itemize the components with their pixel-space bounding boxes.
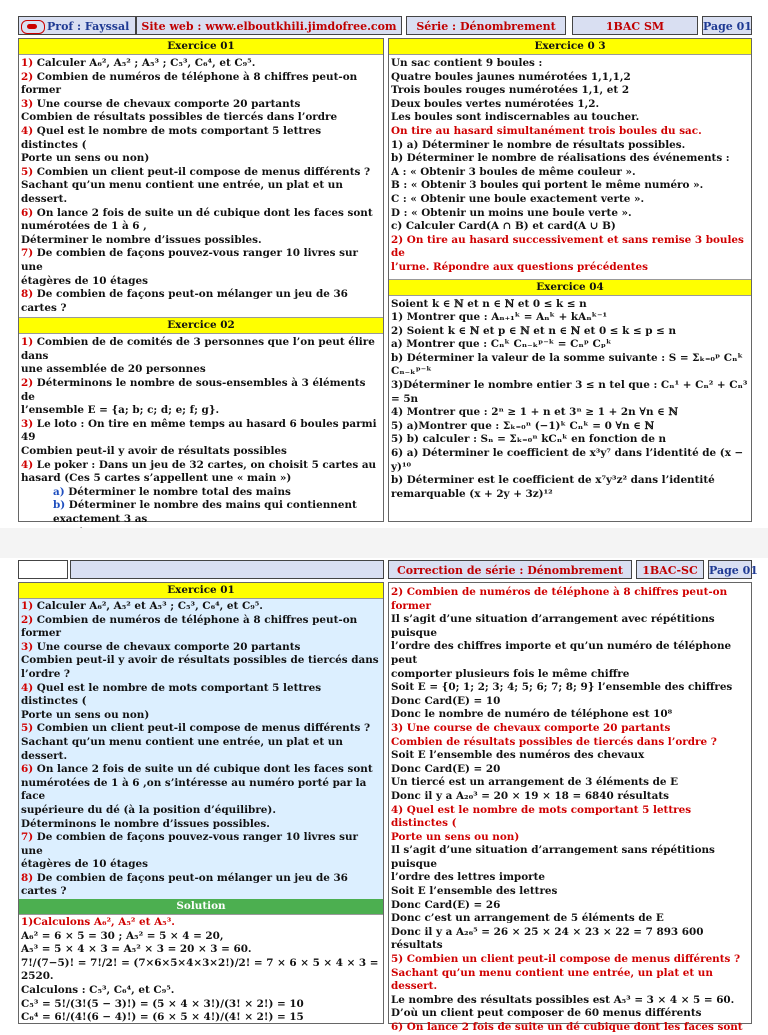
ex04-body [389,296,751,502]
ex02-line [19,418,383,445]
ex04-line: 6) a) Déterminer le coefficient de x³y⁷ dans l’identité de (x − y)¹⁰ [391,447,744,473]
page-gap [0,528,768,558]
ex01b-num: 2) [21,613,34,626]
ex03-line: 2) On tire au hasard successivement et sans remise 3 boules de [391,233,744,260]
ex02-text: Déterminer le nombre des mains qui contiennent [65,499,357,512]
correction-line: 6) On lance 2 fois de suite un dé cubique dont les faces sont [391,1021,743,1033]
ex02-line [19,404,383,418]
correction-line: D’où un client peut composer de 60 menus différents [391,1007,702,1020]
ex03-line: b) Déterminer le nombre de réalisations des événements : [391,152,730,165]
ex01b-title: Exercice 01 [19,583,383,599]
ex02-text: Déterminer le nombre total des mains [64,485,291,498]
ex03-body [389,55,751,275]
ex04-line: Soient k ∈ ℕ et n ∈ ℕ et 0 ≤ k ≤ n [391,297,587,310]
ex02-num: 2) [21,377,34,390]
ex01b-line [19,736,383,763]
ex02-line [19,472,383,486]
ex02-body [19,334,383,554]
ex01b-text: On lance 2 fois de suite un dé cubique dont les faces sont [33,763,373,776]
ex01b-text: Déterminons le nombre d’issues possibles. [21,817,270,830]
bottom-right-column [388,582,752,1033]
bottom-header-blank2 [70,560,384,579]
solution-line: Calculons : C₅³, C₆⁴, et C₉⁵. [21,984,175,997]
ex01-text: Porte un sens ou non) [21,152,150,165]
ex01b-text: Quel est le nombre de mots comportant 5 lettres distinctes ( [21,681,322,708]
ex01-line [19,152,383,166]
ex01-line [19,288,383,315]
ex01-text: Sachant qu’un menu contient une entrée, un plat et un dessert. [21,179,343,205]
ex03-line: Quatre boules jaunes numérotées 1,1,1,2 [391,70,631,83]
correction-line: Donc il y a A₂₆⁵ = 26 × 25 × 24 × 23 × 22 = 7 893 600 résultats [391,925,704,952]
ex01b-text: Combien peut-il y avoir de résultats possibles de tiercés dans [21,654,379,667]
ex02-num: 4) [21,458,34,471]
ex01b-text: Combien de numéros de téléphone à 8 chiffres peut-on former [21,613,358,640]
ex03-line: c) Calculer Card(A ∩ B) et card(A ∪ B) [391,220,616,233]
ex01b-line [19,600,383,614]
ex01b-text: Calculer A₆², A₅² et A₅³ ; C₅³, C₆⁴, et C₉⁵. [33,600,263,612]
site-link[interactable]: Site web : www.elboutkhili.jimdofree.com [141,20,397,33]
header-prof [18,16,136,35]
ex01b-text: Une course de chevaux comporte 20 partants [33,640,301,653]
ex01b-text: De combien de façons pouvez-vous ranger 10 livres sur une [21,831,359,857]
solution-line: A₅³ = 5 × 4 × 3 = A₅² × 3 = 20 × 3 = 60. [21,943,252,956]
ex01b-line [19,668,383,682]
ex01b-num: 8) [21,871,34,884]
correction-line: Donc il y a A₂₀³ = 20 × 19 × 18 = 6840 résultats [391,789,669,802]
ex03-line: A : « Obtenir 3 boules de même couleur ». [391,165,636,178]
ex03-line: Les boules sont indiscernables au toucher. [391,111,640,124]
header-site[interactable] [136,16,402,35]
ex02-line [19,486,383,500]
ex04-line: 4) Montrer que : 2ⁿ ≥ 1 + n et 3ⁿ ≥ 1 + 2n ∀n ∈ ℕ [391,406,678,419]
ex01b-line [19,614,383,641]
ex01-line [19,234,383,248]
correction-line: 4) Quel est le nombre de mots comportant 5 lettres distinctes ( [391,803,692,830]
ex01-text: Quel est le nombre de mots comportant 5 lettres distinctes ( [21,124,322,151]
ex01-line [19,275,383,289]
ex02-text: exactement 3 as [53,513,148,525]
ex03-line: 1) a) Déterminer le nombre de résultats possibles. [391,138,686,151]
ex01-line [19,207,383,221]
ex02-line [19,459,383,473]
ex03-line: Deux boules vertes numérotées 1,2. [391,97,600,110]
solution-body [19,915,383,1025]
ex01-line [19,220,383,234]
ex01b-line [19,804,383,818]
correction-line: Il s’agit d’une situation d’arrangement avec répétitions puisque [391,613,715,639]
ex02-line [19,499,383,513]
correction-line: Porte un sens ou non) [391,830,520,843]
ex01-text: On lance 2 fois de suite un dé cubique dont les faces sont [33,206,373,219]
ex04-line: 1) Montrer que : Aₙ₊₁ᵏ = Aₙᵏ + kAₙᵏ⁻¹ [391,311,608,324]
ex02-num: 1) [21,336,34,349]
logo-icon [21,20,45,34]
ex01b-num: 5) [21,722,34,735]
ex01b-line [19,777,383,804]
correction-line: Il s’agit d’une situation d’arrangement sans répétitions puisque [391,844,715,870]
correction-line: 3) Une course de chevaux comporte 20 partants [391,721,671,734]
ex03-line: l’urne. Répondre aux questions précédentes [391,260,649,273]
ex03-title: Exercice 0 3 [389,39,751,55]
ex01-text: Combien un client peut-il compose de menus différents ? [33,165,371,178]
ex01-text: Une course de chevaux comporte 20 partants [33,97,301,110]
ex01b-line [19,709,383,723]
ex01b-line [19,872,383,899]
ex01-num: 6) [21,206,34,219]
ex01b-body [19,599,383,899]
correction-line: Soit E l’ensemble des numéros des chevaux [391,749,645,762]
ex02-line [19,445,383,459]
ex01-num: 3) [21,97,34,110]
ex01-text: numérotées de 1 à 6 , [21,220,147,233]
ex04-line: 2) Soient k ∈ ℕ et p ∈ ℕ et n ∈ ℕ et 0 ≤ k ≤ p ≤ n [391,324,677,337]
ex01b-line [19,763,383,777]
ex04-title: Exercice 04 [389,279,751,296]
ex01b-line [19,654,383,668]
ex01-title: Exercice 01 [19,39,383,55]
ex01-text: Calculer A₆², A₅² ; A₅³ ; C₅³, C₆⁴, et C₉⁵. [33,57,256,69]
ex02-text: Déterminons le nombre de sous-ensembles à 3 éléments de [21,377,366,403]
solution-line: C₅³ = 5!/(3!(5 − 3)!) = (5 × 4 × 3!)/(3! × 2!) = 10 [21,997,304,1010]
ex01-text: De combien de façons pouvez-vous ranger 10 livres sur une [21,247,359,273]
ex04-line: 5) a)Montrer que : Σₖ₌₀ⁿ (−1)ᵏ Cₙᵏ = 0 ∀n ∈ ℕ [391,419,655,432]
ex01b-num: 3) [21,640,34,653]
ex04-line: 3)Déterminer le nombre entier 3 ≤ n tel que : Cₙ¹ + Cₙ² + Cₙ³ = 5n [391,379,748,405]
bottom-header-blank [18,560,68,579]
ex01-num: 1) [21,57,34,69]
ex01-line [19,98,383,112]
ex01b-line [19,858,383,872]
ex01-num: 7) [21,247,34,260]
correction-line: Soit E l’ensemble des lettres [391,885,558,898]
ex01-num: 2) [21,70,34,83]
correction-line: Un tiercé est un arrangement de 3 éléments de E [391,776,678,789]
correction-line: l’ordre des lettres importe [391,871,546,884]
ex01-line [19,179,383,206]
ex04-line: 5) b) calculer : Sₙ = Σₖ₌₀ⁿ kCₙᵏ en fonction de n [391,433,667,446]
prof-label: Prof : Fayssal [47,20,130,33]
ex01b-text: l’ordre ? [21,667,71,680]
correction-line: 2) Combien de numéros de téléphone à 8 chiffres peut-on former [391,586,728,612]
ex02-text: hasard (Ces 5 cartes s’appellent une « main ») [21,472,292,485]
solution-line: 7!/(7−5)! = 7!/2! = (7×6×5×4×3×2!)/2! = 7 × 6 × 5 × 4 × 3 = 2520. [21,956,379,983]
ex02-text: Le loto : On tire en même temps au hasard 6 boules parmi 49 [21,417,377,444]
left-column [18,38,384,525]
correction-line: Combien de résultats possibles de tiercés dans l’ordre ? [391,735,717,748]
ex01-line [19,57,383,71]
ex02-text: Combien peut-il y avoir de résultats possibles [21,445,287,458]
ex01-text: étagères de 10 étages [21,274,149,287]
ex01b-line [19,722,383,736]
header-serie: Série : Dénombrement [406,16,566,35]
ex01b-num: 1) [21,600,34,612]
bottom-left-column [18,582,384,1024]
ex02-line [19,336,383,363]
ex01b-text: supérieure du dé (à la position d’équilibre). [21,803,276,816]
ex02-num: a) [53,485,65,498]
ex03-line: D : « Obtenir un moins une boule verte ». [391,206,632,219]
bottom-sheet [18,560,758,1033]
header-level: 1BAC SM [572,16,698,35]
solution-title: Solution [19,899,383,915]
ex04-line: a) Montrer que : Cₙᵏ Cₙ₋ₖᵖ⁻ᵏ = Cₙᵖ Cₚᵏ [391,338,612,351]
bottom-header-correction: Correction de série : Dénombrement [388,560,632,579]
header-page: Page 01 [702,16,752,35]
correction-line: Donc le nombre de numéro de téléphone est 10⁸ [391,708,673,721]
ex02-num: b) [53,499,66,512]
correction-line: 5) Combien un client peut-il compose de menus différents ? [391,953,741,966]
ex02-text: Le poker : Dans un jeu de 32 cartes, on choisit 5 cartes au [33,458,377,471]
ex01-line [19,247,383,274]
ex03-line: C : « Obtenir une boule exactement verte ». [391,192,645,205]
ex02-num: 3) [21,417,34,430]
ex01b-text: Combien un client peut-il compose de menus différents ? [33,722,371,735]
ex01b-num: 6) [21,763,34,776]
ex01-body [19,55,383,315]
ex01b-line [19,831,383,858]
ex01b-line [19,641,383,655]
ex01-text: Combien de numéros de téléphone à 8 chiffres peut-on former [21,70,358,97]
ex04-line: b) Déterminer est le coefficient de x⁷y³z² dans l’identité [391,474,715,487]
ex02-title: Exercice 02 [19,317,383,334]
solution-line: C₆⁴ = 6!/(4!(6 − 4)!) = (6 × 5 × 4!)/(4! × 2!) = 15 [21,1011,304,1024]
ex01-num: 8) [21,288,34,301]
ex01-line [19,125,383,152]
ex02-text: une assemblée de 20 personnes [21,363,206,376]
ex01-num: 5) [21,165,34,178]
ex03-line: B : « Obtenir 3 boules qui portent le même numéro ». [391,179,704,192]
ex02-line [19,377,383,404]
ex01b-text: Sachant qu’un menu contient une entrée, un plat et un dessert. [21,735,343,762]
ex02-line [19,513,383,527]
ex01b-line [19,682,383,709]
correction-line: Donc Card(E) = 10 [391,694,501,707]
ex01b-text: étagères de 10 étages [21,858,149,871]
ex02-text: Combien de de comités de 3 personnes que l’on peut élire dans [21,336,375,362]
right-column [388,38,752,522]
solution-line: A₆² = 6 × 5 = 30 ; A₅² = 5 × 4 = 20, [21,929,224,942]
ex01-text: De combien de façons peut-on mélanger un jeu de 36 cartes ? [21,288,348,314]
ex01-num: 4) [21,124,34,137]
correction-line: Soit E = {0; 1; 2; 3; 4; 5; 6; 7; 8; 9} l’ensemble des chiffres [391,681,733,694]
correction-line: Donc Card(E) = 26 [391,898,501,911]
ex01b-text: numérotées de 1 à 6 ,on s’intéresse au numéro porté par la face [21,776,367,803]
bottom-header-page: Page 01 [708,560,752,579]
correction-line: Donc Card(E) = 20 [391,762,501,775]
ex01b-num: 4) [21,681,34,694]
ex01-text: Combien de résultats possibles de tiercés dans l’ordre [21,111,338,124]
ex03-line: Trois boules rouges numérotées 1,1, et 2 [391,84,630,97]
ex01-line [19,111,383,125]
correction-line: comporter plusieurs fois le même chiffre [391,667,630,680]
ex01-line [19,71,383,98]
ex01b-text: De combien de façons peut-on mélanger un jeu de 36 cartes ? [21,871,348,898]
top-sheet [18,16,752,525]
solution-line: 1)Calculons A₆², A₅² et A₅³. [21,916,175,929]
correction-line: Sachant qu’un menu contient une entrée, un plat et un dessert. [391,966,713,993]
ex01-line [19,166,383,180]
correction-body [389,583,751,1035]
ex03-line: On tire au hasard simultanément trois boules du sac. [391,124,702,137]
ex01b-num: 7) [21,831,34,844]
ex02-line [19,363,383,377]
bottom-header-level: 1BAC-SC [636,560,704,579]
ex01-text: Déterminer le nombre d’issues possibles. [21,233,262,246]
ex01b-text: Porte un sens ou non) [21,708,150,721]
ex01b-line [19,818,383,832]
ex04-line: b) Déterminer la valeur de la somme suivante : S = Σₖ₌₀ᵖ Cₙᵏ Cₙ₋ₖᵖ⁻ᵏ [391,351,743,378]
ex02-text: l’ensemble E = {a; b; c; d; e; f; g}. [21,404,220,417]
correction-line: Donc c’est un arrangement de 5 éléments de E [391,912,664,925]
ex03-line: Un sac contient 9 boules : [391,57,543,69]
correction-line: l’ordre des chiffres importe et qu’un numéro de téléphone peut [391,640,732,666]
correction-line: Le nombre des résultats possibles est A₅³ = 3 × 4 × 5 = 60. [391,993,735,1006]
ex04-line: remarquable (x + 2y + 3z)¹² [391,487,553,500]
